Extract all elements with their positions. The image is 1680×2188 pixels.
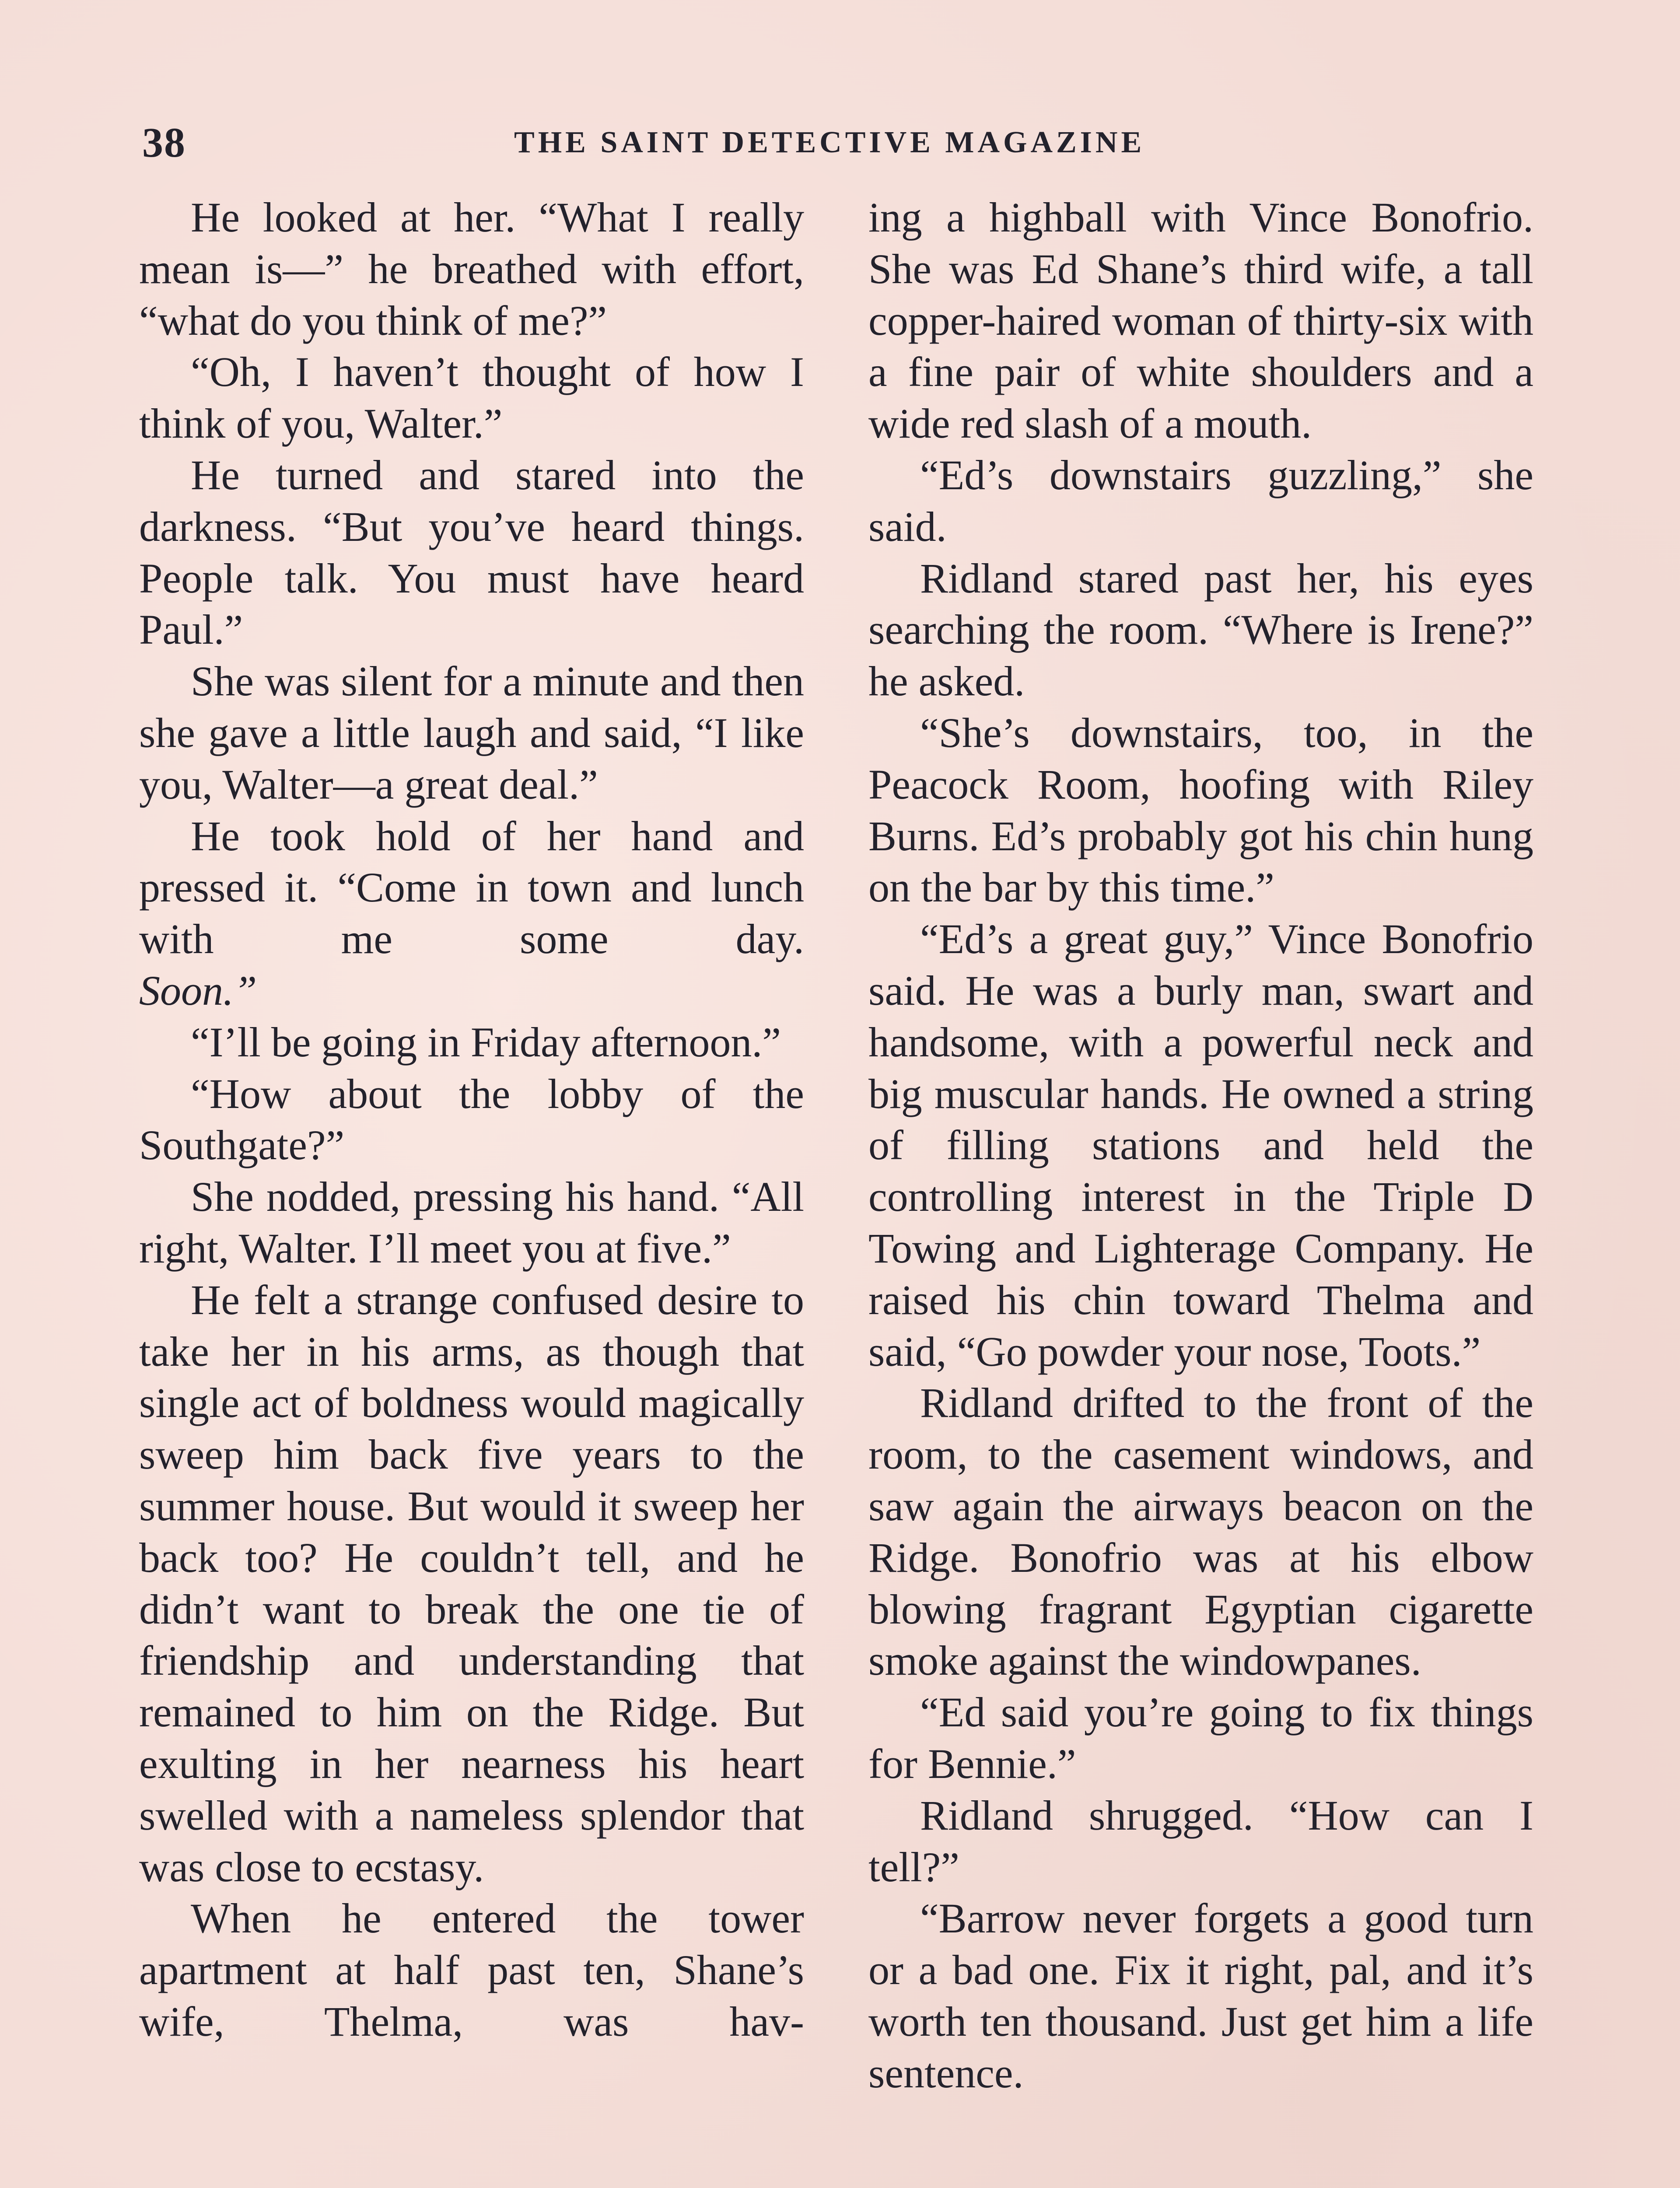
text-column-left [139, 192, 804, 2048]
paragraph: ing a highball with Vince Bonofrio. She was Ed Shane’s third wife, a tall copper-haired woman of thirty-six with a fine pair of white shoulders and a wide red slash of a mouth. [868, 194, 1533, 447]
running-head: THE SAINT DETECTIVE MAGAZINE [514, 126, 1145, 159]
paragraph: He took hold of her hand and pressed it. “Come in town and lunch with me some day. [139, 812, 804, 963]
paragraph: “How about the lobby of the Southgate?” [139, 1070, 804, 1169]
paragraph: She was silent for a minute and then she gave a little laugh and said, “I like you, Walter—a great deal.” [139, 658, 804, 808]
page-header [142, 118, 1192, 175]
paragraph: He turned and stared into the darkness. “But you’ve heard things. People talk. You must have heard Paul.” [139, 451, 804, 653]
paragraph: He felt a strange confused desire to take her in his arms, as though that single act of boldness would magically sweep him back five years to the summer house. But would it sweep her back too? He couldn’t tell, and he didn’t want to break the one tie of friendship and understanding that remained to him on the Ridge. But exulting in her nearness his heart swelled with a nameless splendor that was close to ecstasy. [139, 1276, 804, 1890]
paragraph: “I’ll be going in Friday afternoon.” [191, 1018, 781, 1066]
paragraph: “Ed’s downstairs guzzling,” she said. [868, 451, 1533, 550]
paragraph: “Oh, I haven’t thought of how I think of you, Walter.” [139, 348, 804, 447]
paragraph: “She’s downstairs, too, in the Peacock Room, hoofing with Riley Burns. Ed’s probably got his chin hung on the bar by this time.” [868, 709, 1533, 911]
paragraph: Ridland shrugged. “How can I tell?” [868, 1792, 1533, 1890]
emphasis-word [139, 965, 804, 1017]
paragraph: Ridland drifted to the front of the room, to the casement windows, and saw again the airways beacon on the Ridge. Bonofrio was at his elbow blowing fragrant Egyptian cigarette smoke against the windowpanes. [868, 1379, 1533, 1684]
page-number: 38 [142, 119, 186, 166]
paragraph: He looked at her. “What I really mean is—” he breathed with effort, “what do you think of me?” [139, 194, 804, 344]
paragraph: Ridland stared past her, his eyes searching the room. “Where is Irene?” he asked. [868, 554, 1533, 705]
paragraph: When he entered the tower apartment at half past ten, Shane’s wife, Thelma, was hav- [139, 1895, 804, 2045]
paragraph: She nodded, pressing his hand. “All right, Walter. I’ll meet you at five.” [139, 1173, 804, 1272]
text-column-right [868, 192, 1533, 2099]
emphasis-text: Soon.” [139, 967, 257, 1014]
paragraph: “Ed’s a great guy,” Vince Bonofrio said. He was a burly man, swart and handsome, with a powerful neck and big muscular hands. He owned a string of filling stations and held the controlling interest in the Triple D Towing and Lighterage Company. He raised his chin toward Thelma and said, “Go powder your nose, Toots.” [868, 915, 1533, 1375]
paragraph: “Barrow never forgets a good turn or a bad one. Fix it right, pal, and it’s worth ten thousand. Just get him a life sentence. [868, 1895, 1533, 2097]
paragraph: “Ed said you’re going to fix things for Bennie.” [868, 1689, 1533, 1787]
